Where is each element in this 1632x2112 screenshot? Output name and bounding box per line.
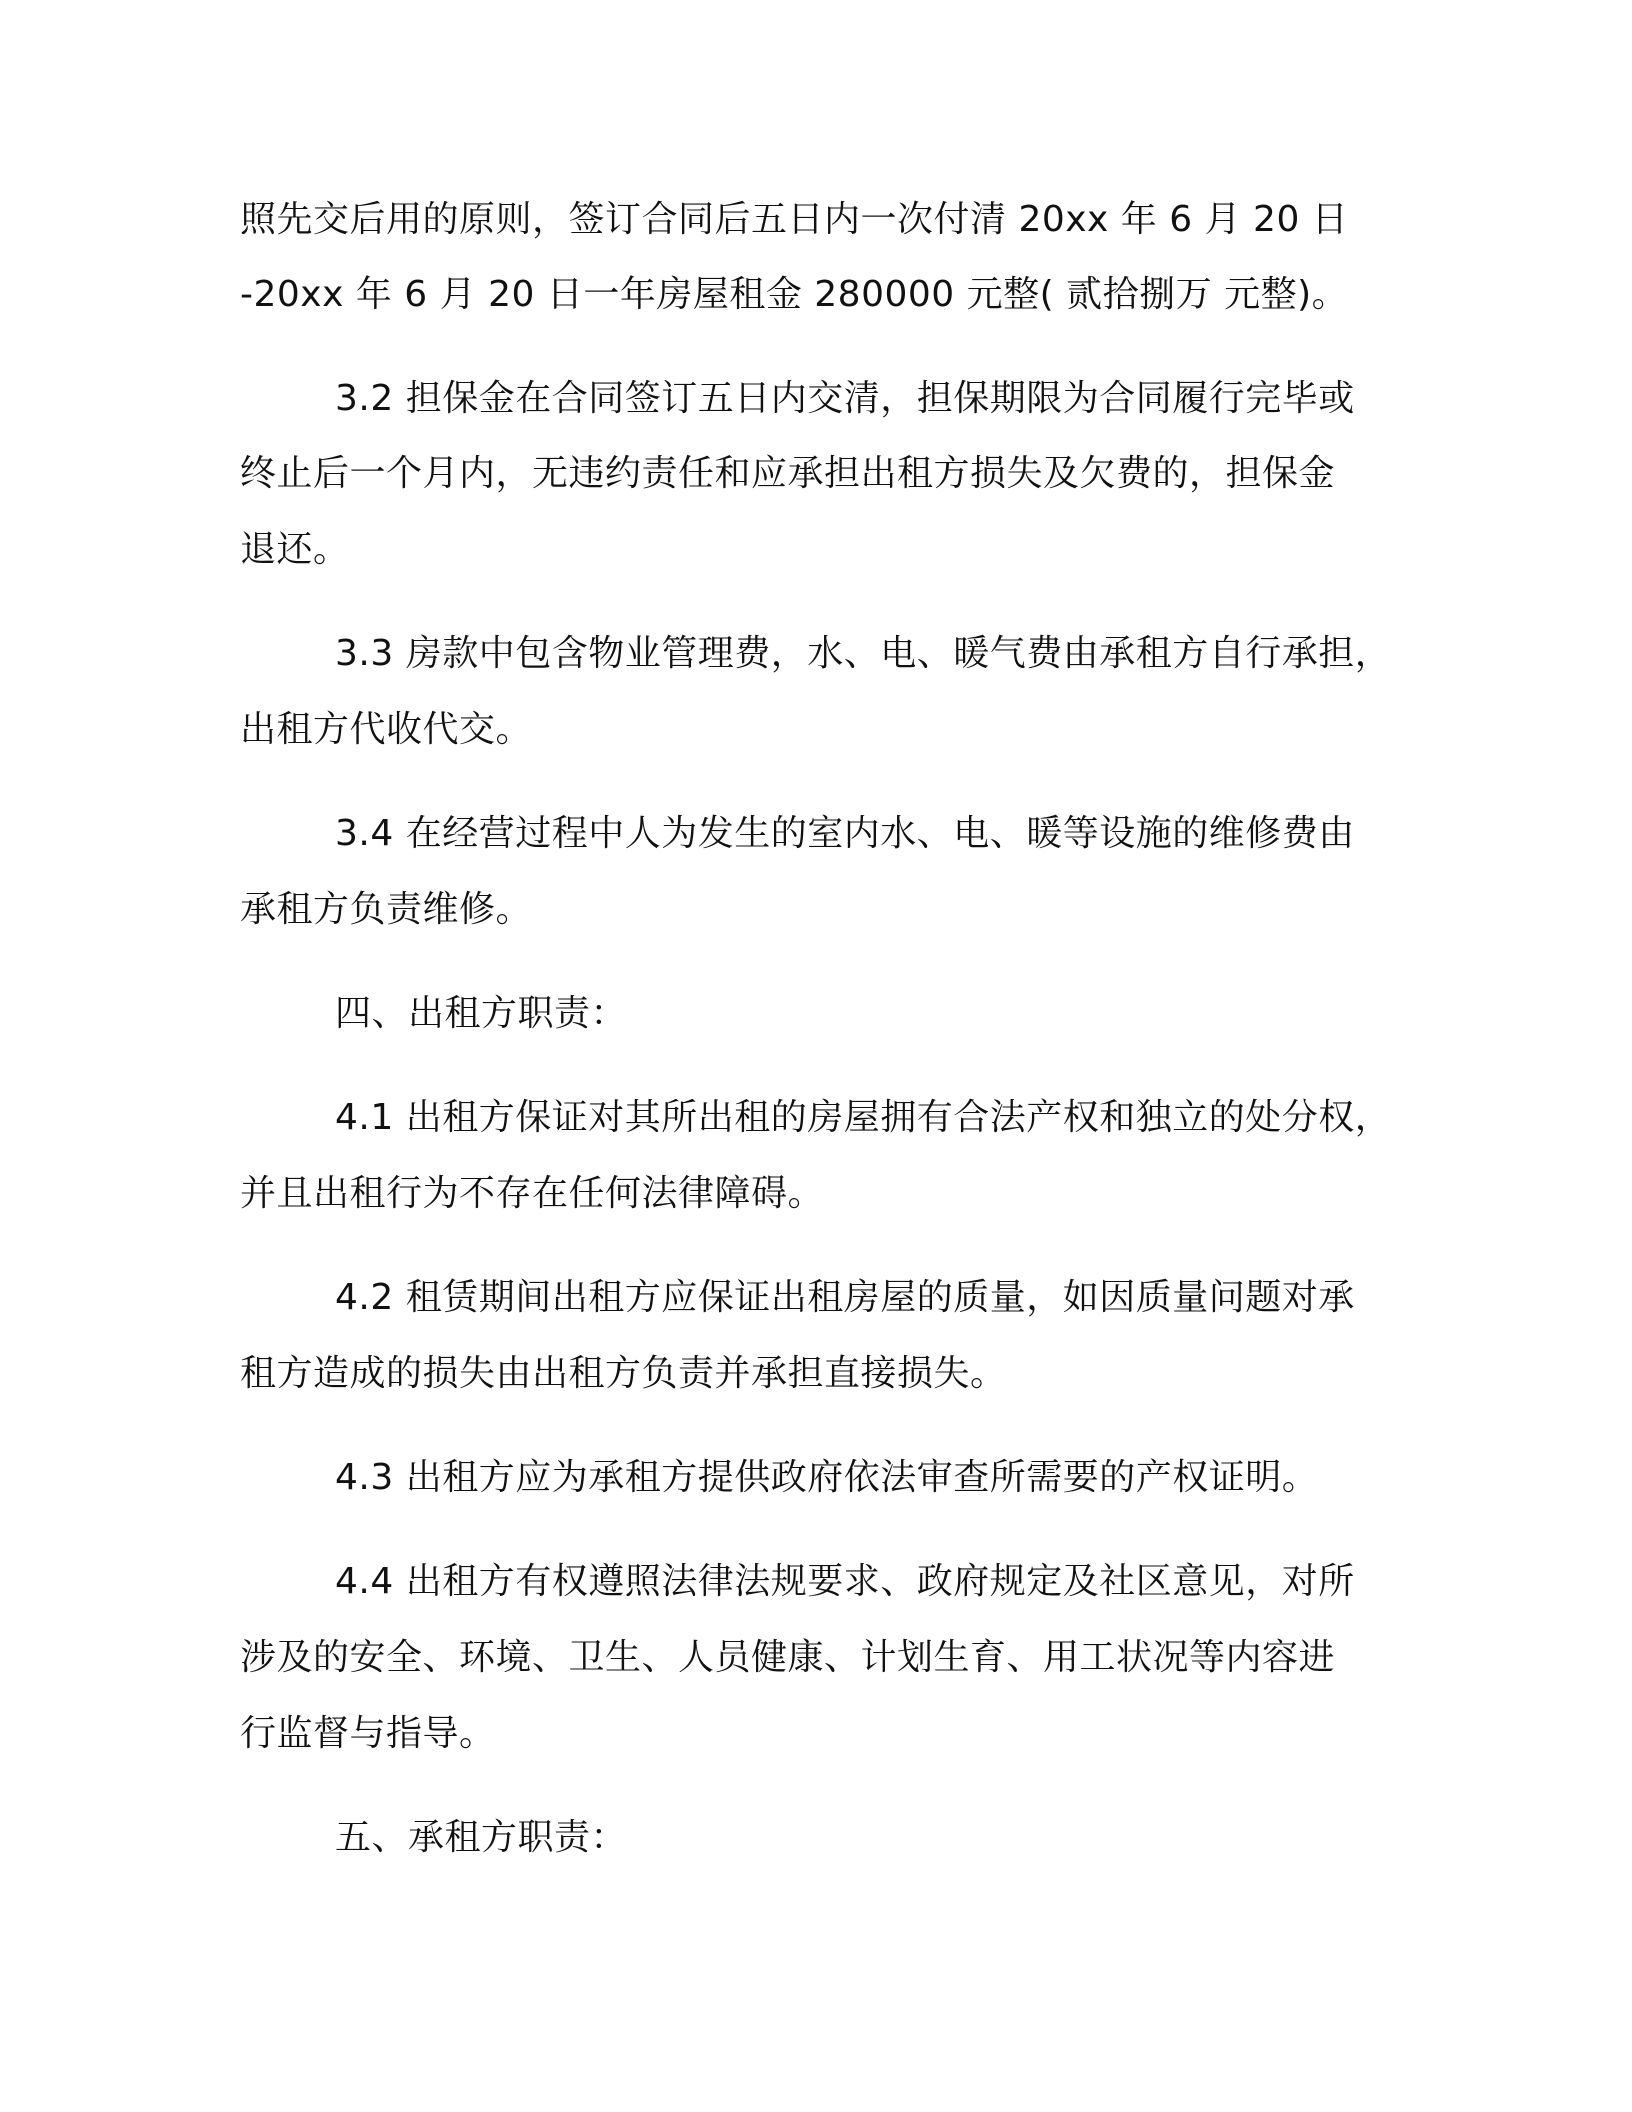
text-line: 退还。	[240, 529, 350, 570]
text-line: 4.4 出租方有权遵照法律法规要求、政府规定及社区意见，对所	[335, 1561, 1355, 1602]
text-line: 并且出租行为不存在任何法律障碍。	[240, 1173, 825, 1214]
text-line: 行监督与指导。	[240, 1713, 496, 1754]
section-heading: 五、承租方职责：	[335, 1817, 628, 1858]
text-line: 3.4 在经营过程中人为发生的室内水、电、暖等设施的维修费由	[335, 813, 1355, 854]
text-line: 4.2 租赁期间出租方应保证出租房屋的质量，如因质量问题对承	[335, 1277, 1355, 1318]
text-line: 照先交后用的原则，签订合同后五日内一次付清 20xx 年 6 月 20 日	[240, 199, 1349, 240]
text-line: 涉及的安全、环境、卫生、人员健康、计划生育、用工状况等内容进	[240, 1637, 1336, 1678]
text-line: 3.2 担保金在合同签订五日内交清，担保期限为合同履行完毕或	[335, 378, 1355, 419]
section-heading: 四、出租方职责：	[335, 993, 628, 1034]
text-line: 承租方负责维修。	[240, 889, 533, 930]
text-line: 3.3 房款中包含物业管理费，水、电、暖气费由承租方自行承担，	[335, 633, 1392, 674]
text-line: 出租方代收代交。	[240, 709, 533, 750]
text-line: 4.1 出租方保证对其所出租的房屋拥有合法产权和独立的处分权，	[335, 1097, 1392, 1138]
text-line: 租方造成的损失由出租方负责并承担直接损失。	[240, 1353, 1007, 1394]
text-line: 4.3 出租方应为承租方提供政府依法审查所需要的产权证明。	[335, 1457, 1319, 1498]
text-line: -20xx 年 6 月 20 日一年房屋租金 280000 元整( 贰拾捌万 元整)。	[240, 274, 1349, 315]
text-line: 终止后一个月内，无违约责任和应承担出租方损失及欠费的，担保金	[240, 453, 1336, 494]
